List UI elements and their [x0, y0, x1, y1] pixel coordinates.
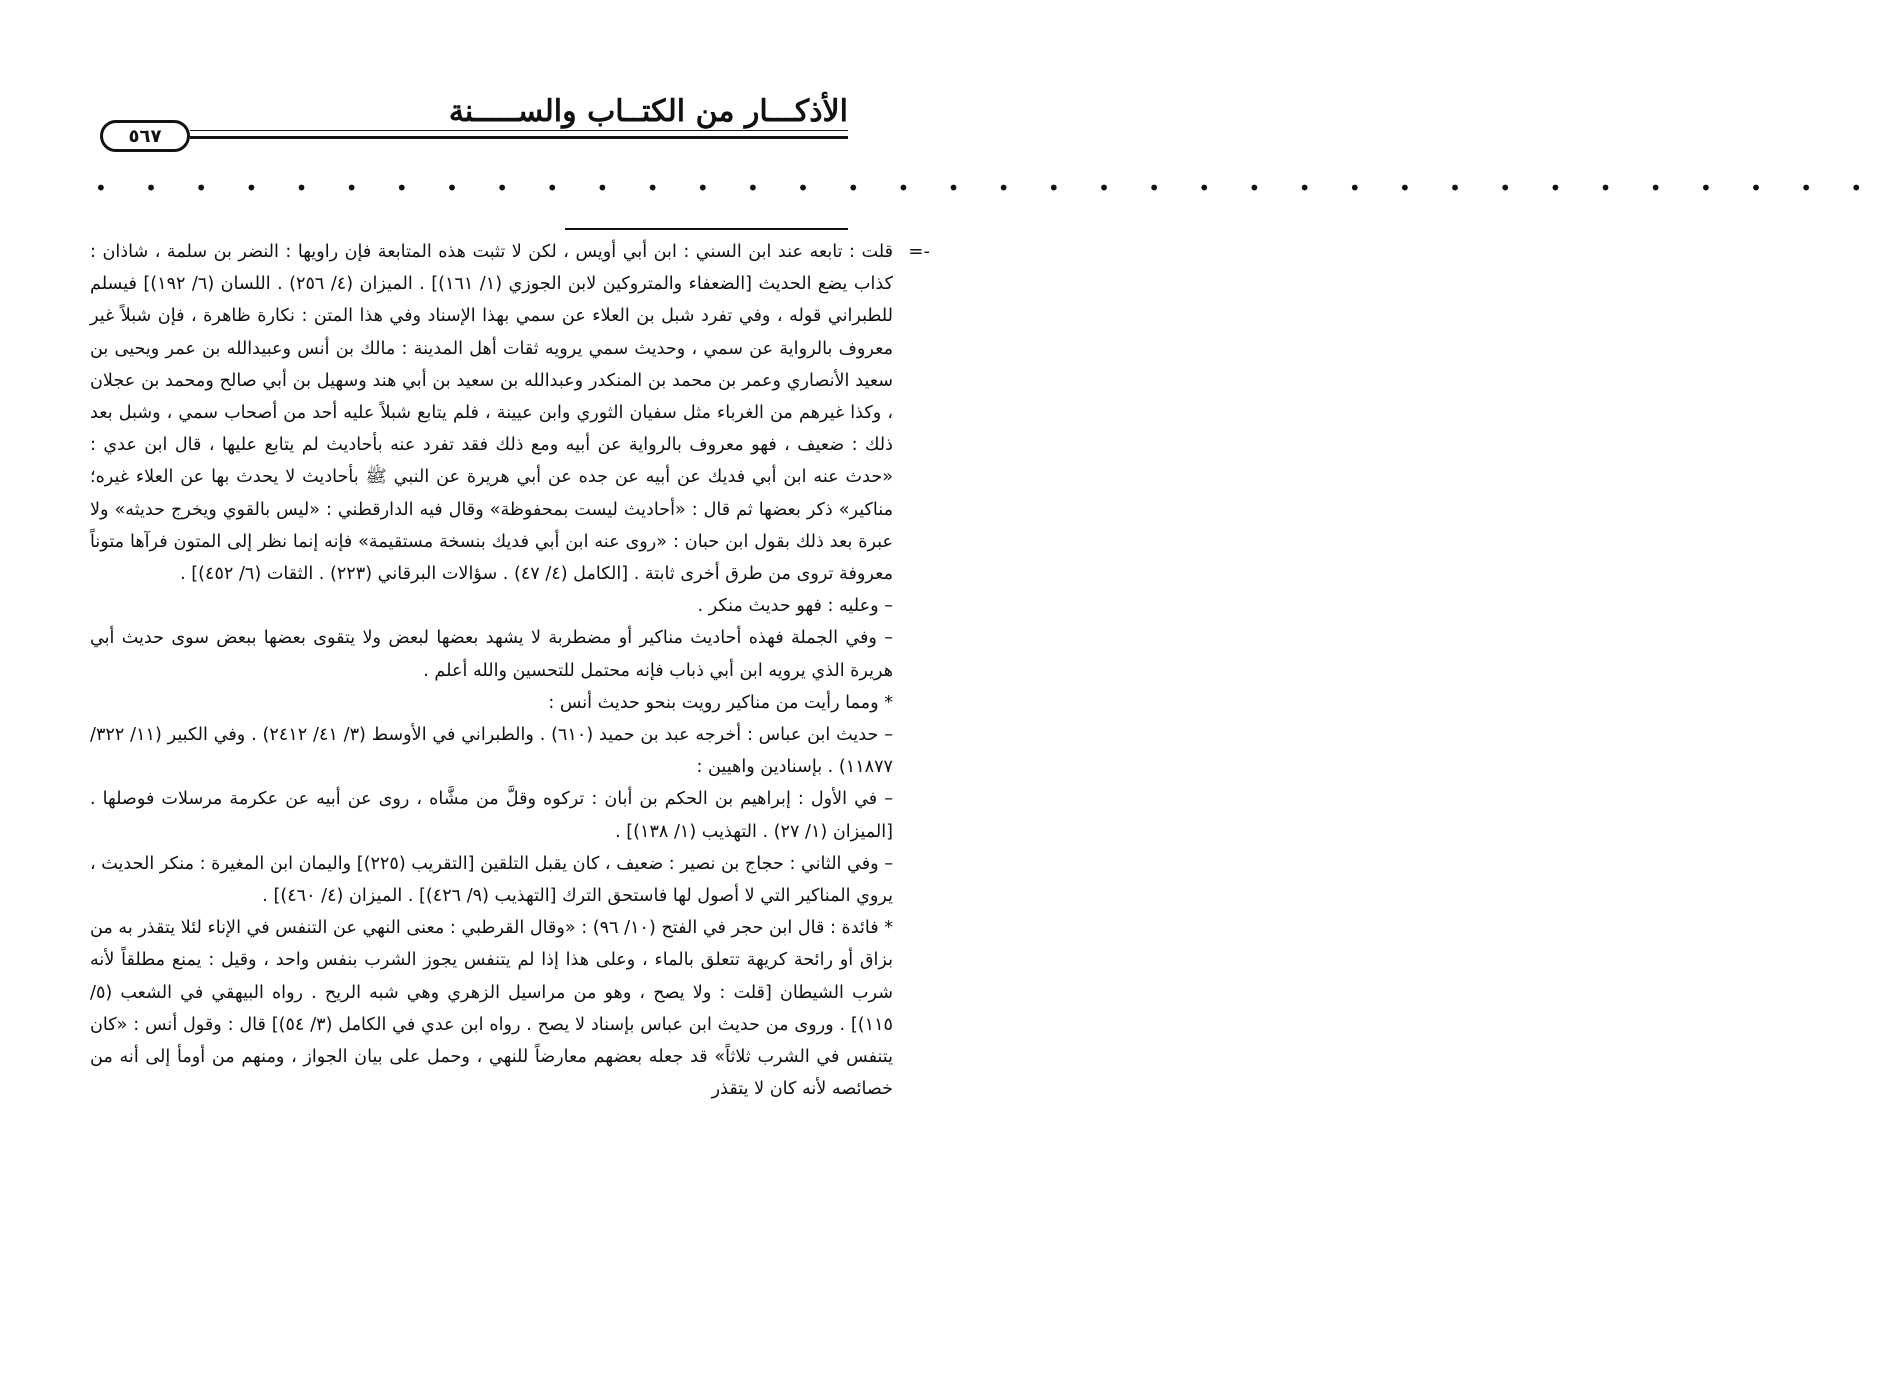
header-rule: [190, 136, 848, 139]
footnote-paragraph: – وفي الثاني : حجاج بن نصير : ضعيف ، كان يقبل التلقين [التقريب (٢٢٥)] واليمان ابن المغيرة : منكر الحديث ، يروي المناكير التي لا أصول لها فاستحق الترك [التهذيب (٩/ ٤٢٦)] . الميزان (٤/ ٤٦٠)] .: [89, 853, 893, 907]
footnote-paragraph: * ومما رأيت من مناكير رويت بنحو حديث أنس :: [548, 692, 893, 713]
footnote-paragraph: – حديث ابن عباس : أخرجه عبد بن حميد (٦١٠) . والطبراني في الأوسط (٣/ ٤١/ ٢٤١٢) . وفي الكبير (١١/ ٣٢٢/ ١١٨٧٧) . بإسنادين واهيين :: [90, 725, 894, 778]
book-title: الأذكـــار من الكتــاب والســـــنة: [448, 94, 848, 129]
footnote-separator-rule: [565, 228, 848, 230]
page-header: [40, 78, 848, 148]
footnote-paragraph: * فائدة : قال ابن حجر في الفتح (١٠/ ٩٦) : «وقال القرطبي : معنى النهي عن التنفس في الإناء لئلا يتقذر به من بزاق أو رائحة كريهة تتعلق بالماء ، وعلى هذا إذا لم يتنفس يجوز الشرب بنفس واحد ، وقيل : يمنع مطلقاً لأنه شرب الشيطان [قلت : ولا يصح ، وهو من مراسيل الزهري وهي شبه الريح . رواه البيهقي في الشعب (٥/ ١١٥)] . وروى من حديث ابن عباس بإسناد لا يصح . رواه ابن عدي في الكامل (٣/ ٥٤)] قال : وقول أنس : «كان يتنفس في الشرب ثلاثاً» قد جعله بعضهم معارضاً للنهي ، وحمل على بيان الجواز ، ومنهم من أومأ إلى أنه من خصائصه لأنه كان لا يتقذر: [89, 918, 893, 1100]
page-number: ٥٦٧: [128, 125, 162, 147]
dotted-separator: • • • • • • • • • • • • • • • • • • • • • • • • • • • • • • • • • • • •: [95, 176, 1878, 200]
footnote-paragraph: – في الأول : إبراهيم بن الحكم بن أبان : تركوه وقلَّ من مشَّاه ، روى عن أبيه عن عكرمة مرسلات فوصلها . [الميزان (١/ ٢٧) . التهذيب (١/ ١٣٨)] .: [90, 789, 893, 842]
page-number-badge: [100, 120, 190, 152]
footnote-paragraph: – وفي الجملة فهذه أحاديث مناكير أو مضطربة لا يشهد بعضها لبعض ولا يتقوى بعضها ببعض سوى حديث أبي هريرة الذي يرويه ابن أبي ذباب فإنه محتمل للتحسين والله أعلم .: [90, 628, 893, 681]
footnote-paragraph: قلت : تابعه عند ابن السني : ابن أبي أويس ، لكن لا تثبت هذه المتابعة فإن راويها : النضر بن سلمة ، شاذان : كذاب يضع الحديث [الضعفاء والمتروكين لابن الجوزي (١/ ١٦١)] . الميزان (٤/ ٢٥٦) . اللسان (٦/ ١٩٢)] فيسلم للطبراني قوله ، وفي تفرد شبل بن العلاء عن سمي بهذا الإسناد وفي هذا المتن : نكارة ظاهرة ، فإن شبلاً غير معروف بالرواية عن سمي ، وحديث سمي يرويه ثقات أهل المدينة : مالك بن أنس وعبيدالله بن عمر ويحيى بن سعيد الأنصاري وعمر بن محمد بن المنكدر وعبدالله بن سعيد بن أبي هند وسهيل بن أبي صالح ومحمد بن عجلان ، وكذا غيرهم من الغرباء مثل سفيان الثوري وابن عيينة ، فلم يتابع شبلاً عليه أحد من أصحاب سمي ، وشبل بعد ذلك : ضعيف ، فهو معروف بالرواية عن أبيه ومع ذلك فقد تفرد عنه بأحاديث لم يتابع عليها ، قال ابن عدي : «حدث عنه ابن أبي فديك عن أبيه عن جده عن أبي هريرة عن النبي ﷺ بأحاديث لا يحدث بها عن العلاء غيره؛ مناكير» ذكر بعضها ثم قال : «أحاديث ليست بمحفوظة» وقال فيه الدارقطني : «ليس بالقوي ويخرج حديثه» ولا عبرة بعد ذلك بقول ابن حبان : «روى عنه ابن أبي فديك بنسخة مستقيمة» فإنه إنما نظر إلى المتون فرآها متوناً معروفة تروى من طرق أخرى ثابتة . [الكامل (٤/ ٤٧) . سؤالات البرقاني (٢٢٣) . الثقات (٦/ ٤٥٢)] .: [90, 242, 893, 585]
continuation-mark: =-: [908, 241, 930, 262]
header-rule-thin: [190, 130, 848, 131]
footnote-body: [90, 236, 893, 1105]
footnote-paragraph: – وعليه : فهو حديث منكر .: [697, 596, 893, 617]
